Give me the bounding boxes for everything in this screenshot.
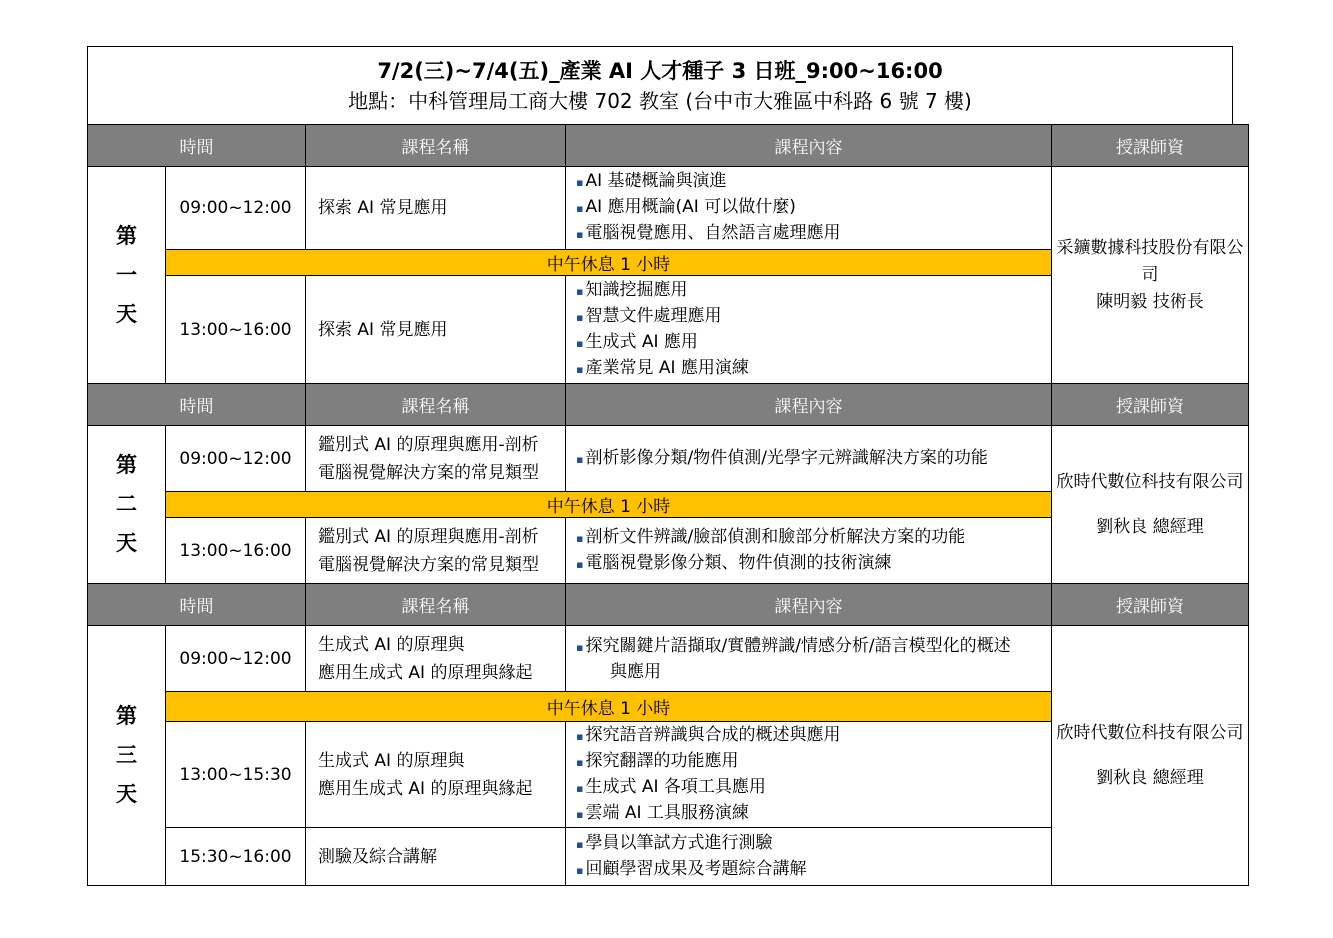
course-content: ▪ 知識挖掘應用 ▪ 智慧文件處理應用 ▪ 生成式 AI 應用 ▪ 產業常見 AI 應用演練 xyxy=(566,276,1052,384)
course-content: ▪ 探究關鍵片語擷取/實體辨識/情感分析/語言模型化的概述 與應用 xyxy=(566,626,1052,692)
table-header-row: 時間 課程名稱 課程內容 授課師資 xyxy=(88,384,1249,426)
lunch-row: 中午休息 1 小時 xyxy=(88,250,1249,276)
instructor-cell: 采鑛數據科技股份有限公 司 陳明毅 技術長 xyxy=(1052,167,1249,384)
header-course: 課程名稱 xyxy=(306,125,566,167)
lunch-row: 中午休息 1 小時 xyxy=(88,492,1249,518)
session-time: 09:00~12:00 xyxy=(166,167,306,250)
page-subtitle: 地點：中科管理局工商大樓 702 教室 (台中市大雅區中科路 6 號 7 樓) xyxy=(348,89,972,113)
course-name: 鑑別式 AI 的原理與應用-剖析 電腦視覺解決方案的常見類型 xyxy=(306,518,566,584)
session-time: 13:00~16:00 xyxy=(166,518,306,584)
table-header-row: 時間 課程名稱 課程內容 授課師資 xyxy=(88,584,1249,626)
table-row xyxy=(88,167,1249,250)
course-content: ▪ 探究語音辨識與合成的概述與應用 ▪ 探究翻譯的功能應用 ▪ 生成式 AI 各項工具應用 ▪ 雲端 AI 工具服務演練 xyxy=(566,722,1052,828)
session-time: 15:30~16:00 xyxy=(166,828,306,886)
course-name: 鑑別式 AI 的原理與應用-剖析 電腦視覺解決方案的常見類型 xyxy=(306,426,566,492)
course-content: ▪ AI 基礎概論與演進 ▪ AI 應用概論(AI 可以做什麼) ▪ 電腦視覺應用、自然語言處理應用 xyxy=(566,167,1052,250)
course-name: 測驗及綜合講解 xyxy=(306,828,566,886)
page-title: 7/2(三)~7/4(五)_產業 AI 人才種子 3 日班_9:00~16:00 xyxy=(377,59,943,83)
table-row xyxy=(88,626,1249,692)
day-label: 第 二 天 xyxy=(88,426,166,584)
lunch-row: 中午休息 1 小時 xyxy=(88,692,1249,722)
course-name: 生成式 AI 的原理與 應用生成式 AI 的原理與緣起 xyxy=(306,722,566,828)
schedule-table xyxy=(87,124,1249,886)
table-row xyxy=(88,426,1249,492)
instructor-cell: 欣時代數位科技有限公司 劉秋良 總經理 xyxy=(1052,626,1249,886)
title-box xyxy=(87,46,1233,124)
header-instructor: 授課師資 xyxy=(1052,125,1249,167)
table-header-row xyxy=(88,125,1249,167)
day-label: 第 一 天 xyxy=(88,167,166,384)
header-content: 課程內容 xyxy=(566,125,1052,167)
day-label: 第 三 天 xyxy=(88,626,166,886)
course-name: 探索 AI 常見應用 xyxy=(306,276,566,384)
course-name: 探索 AI 常見應用 xyxy=(306,167,566,250)
course-content: ▪ 學員以筆試方式進行測驗 ▪ 回顧學習成果及考題綜合講解 xyxy=(566,828,1052,886)
course-content: ▪ 剖析影像分類/物件偵測/光學字元辨識解決方案的功能 xyxy=(566,426,1052,492)
course-name: 生成式 AI 的原理與 應用生成式 AI 的原理與緣起 xyxy=(306,626,566,692)
session-time: 09:00~12:00 xyxy=(166,426,306,492)
session-time: 09:00~12:00 xyxy=(166,626,306,692)
session-time: 13:00~16:00 xyxy=(166,276,306,384)
course-content: ▪ 剖析文件辨識/臉部偵測和臉部分析解決方案的功能 ▪ 電腦視覺影像分類、物件偵測的技術演練 xyxy=(566,518,1052,584)
schedule-document xyxy=(87,46,1248,886)
session-time: 13:00~15:30 xyxy=(166,722,306,828)
header-time: 時間 xyxy=(88,125,306,167)
instructor-cell: 欣時代數位科技有限公司 劉秋良 總經理 xyxy=(1052,426,1249,584)
